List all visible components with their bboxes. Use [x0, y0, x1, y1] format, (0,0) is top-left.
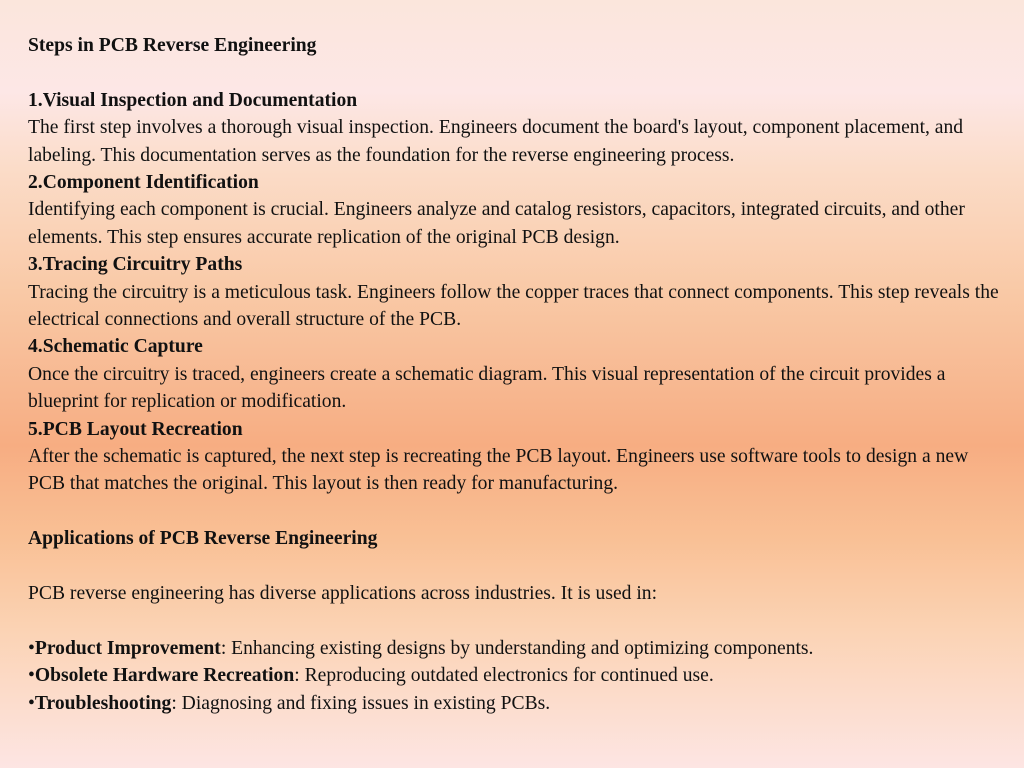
bullet-desc: : Enhancing existing designs by understanding and optimizing components.	[220, 637, 814, 659]
spacer	[28, 607, 1008, 634]
step-body: Tracing the circuitry is a meticulous task. Engineers follow the copper traces that connect components. This step reveals the electrical connections and overall structure of the PCB.	[28, 281, 999, 331]
applications-heading: Applications of PCB Reverse Engineering	[28, 528, 378, 550]
applications-intro: PCB reverse engineering has diverse applications across industries. It is used in:	[28, 583, 658, 605]
step-body: Identifying each component is crucial. Engineers analyze and catalog resistors, capacitors, integrated circuits, and other elements. This step ensures accurate replication of the original PCB design.	[28, 199, 965, 248]
bullet-term: Product Improvement	[34, 637, 221, 659]
bullet-term: Troubleshooting	[34, 692, 172, 714]
step-heading: 5.PCB Layout Recreation	[28, 418, 243, 440]
bullet-item	[28, 690, 1008, 717]
step-body: After the schematic is captured, the next step is recreating the PCB layout. Engineers use software tools to design a new PCB that matches the original. This layout is then ready for manufacturing.	[28, 446, 969, 495]
step-body: Once the circuitry is traced, engineers create a schematic diagram. This visual representation of the circuit provides a blueprint for replication or modification.	[28, 363, 946, 413]
bullet-desc: : Reproducing outdated electronics for continued use.	[294, 665, 714, 687]
step-heading: 1.Visual Inspection and Documentation	[28, 89, 358, 111]
bullet-desc: : Diagnosing and fixing issues in existing PCBs.	[171, 692, 551, 714]
step-heading: 3.Tracing Circuitry Paths	[28, 254, 243, 276]
spacer	[28, 498, 1008, 525]
slide-content	[28, 32, 1008, 717]
page-title: Steps in PCB Reverse Engineering	[28, 35, 317, 56]
step-4	[28, 333, 1008, 415]
step-body: The first step involves a thorough visual inspection. Engineers document the board's layout, component placement, and labeling. This documentation serves as the foundation for the reverse engineering process.	[28, 117, 964, 166]
step-3	[28, 251, 1008, 333]
step-heading: 4.Schematic Capture	[28, 336, 203, 358]
bullet-item	[28, 662, 1008, 689]
bullet-marker: •	[28, 665, 35, 687]
bullet-term: Obsolete Hardware Recreation	[34, 665, 295, 687]
spacer	[28, 59, 1008, 86]
step-heading: 2.Component Identification	[28, 172, 259, 194]
step-2	[28, 169, 1008, 251]
spacer	[28, 553, 1008, 580]
step-5	[28, 416, 1008, 498]
step-1	[28, 87, 1008, 169]
bullet-marker: •	[28, 692, 35, 714]
bullet-marker: •	[28, 637, 35, 659]
bullet-item	[28, 635, 1008, 662]
